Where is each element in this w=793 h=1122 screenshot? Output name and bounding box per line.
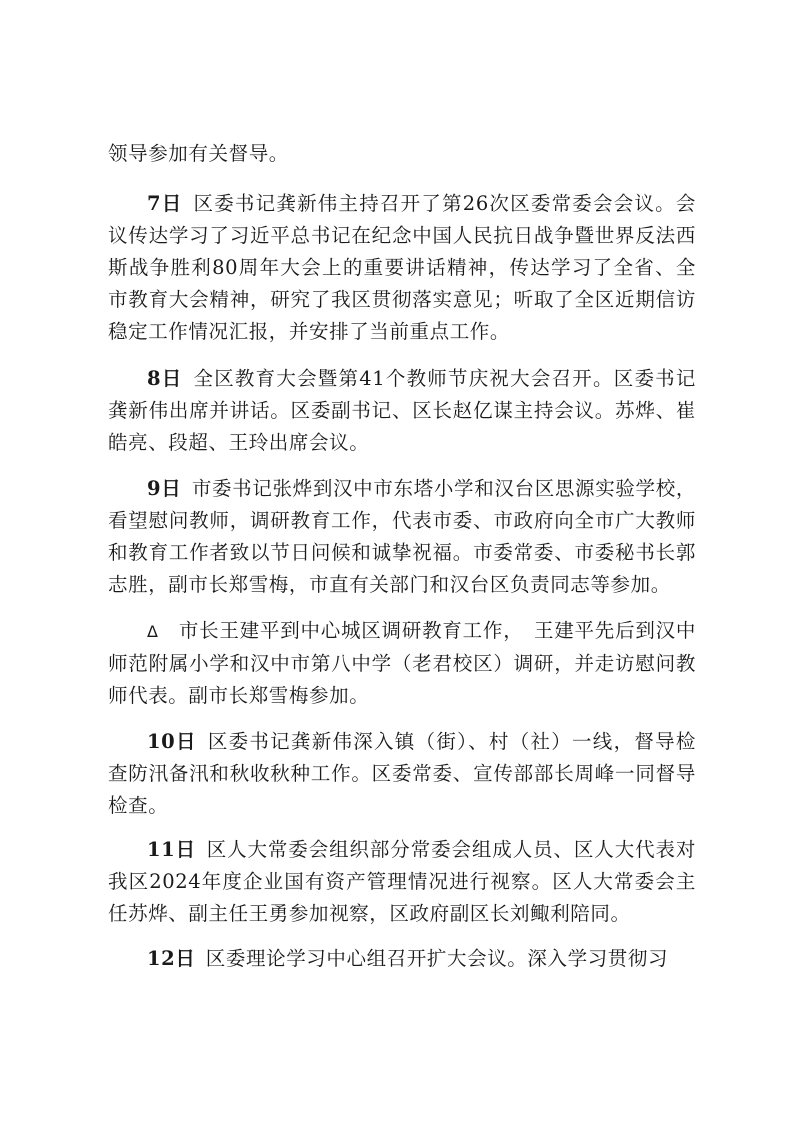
- date-label: 10日: [147, 730, 197, 753]
- paragraph-text: 区委书记龚新伟深入镇（街）、村（社）一线，督导检查防汛备汛和秋收秋种工作。区委常委、宣传部部长周峰一同督导检查。: [108, 730, 697, 817]
- date-label: 9日: [147, 477, 182, 500]
- date-label: 11日: [147, 838, 197, 861]
- date-label: 12日: [147, 947, 196, 970]
- delta-marker: Δ: [147, 622, 159, 641]
- paragraph-day-8: [108, 363, 696, 459]
- paragraph-continuation: [108, 138, 696, 170]
- paragraph-text: 全区教育大会暨第41个教师节庆祝大会召开。区委书记龚新伟出席并讲话。区委副书记、区长赵亿谋主持会议。苏烨、崔皓亮、段超、王玲出席会议。: [108, 367, 696, 454]
- paragraph-day-7: [108, 188, 696, 348]
- paragraph-day-9: [108, 473, 696, 601]
- date-label: 7日: [147, 192, 183, 215]
- paragraph-text: 区委书记龚新伟主持召开了第26次区委常委会会议。会议传达学习了习近平总书记在纪念中国人民抗日战争暨世界反法西斯战争胜利80周年大会上的重要讲话精神，传达学习了全省、全市教育大会精神，研究了我区贯彻落实意见；听取了全区近期信访稳定工作情况汇报，并安排了当前重点工作。: [108, 192, 696, 343]
- paragraph-text: 区委理论学习中心组召开扩大会议。深入学习贯彻习: [205, 947, 669, 970]
- document-body: [108, 138, 696, 975]
- paragraph-day-12: [108, 943, 696, 975]
- paragraph-day-10: [108, 726, 696, 822]
- paragraph-text: 市长王建平到中心城区调研教育工作， 王建平先后到汉中师范附属小学和汉中市第八中学（老君校区）调研，并走访慰问教师代表。副市长郑雪梅参加。: [108, 619, 696, 707]
- date-label: 8日: [147, 367, 183, 390]
- paragraph-day-11: [108, 834, 696, 930]
- paragraph-text: 区人大常委会组织部分常委会组成人员、区人大代表对我区2024年度企业国有资产管理情况进行视察。区人大常委会主任苏烨、副主任王勇参加视察，区政府副区长刘鲰利陪同。: [108, 838, 697, 925]
- paragraph-delta-item: [108, 615, 696, 712]
- paragraph-text: 领导参加有关督导。: [108, 142, 289, 165]
- paragraph-text: 市委书记张烨到汉中市东塔小学和汉台区思源实验学校，看望慰问教师，调研教育工作，代表市委、市政府向全市广大教师和教育工作者致以节日问候和诚挚祝福。市委常委、市委秘书长郭志胜，副市长郑雪梅，市直有关部门和汉台区负责同志等参加。: [108, 477, 696, 596]
